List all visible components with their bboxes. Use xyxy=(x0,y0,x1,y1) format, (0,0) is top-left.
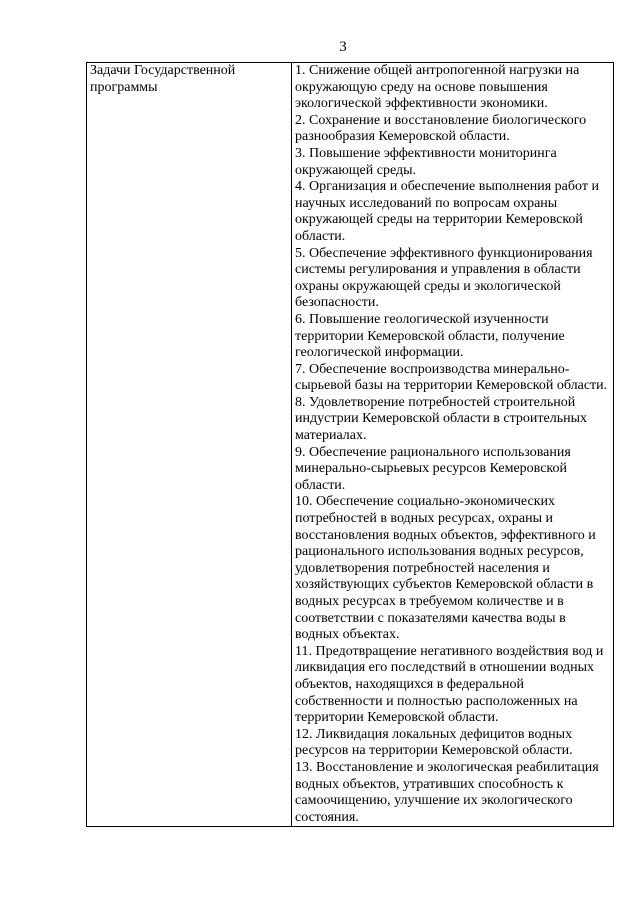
task-item: 7. Обеспечение воспроизводства минерально-сырьевой базы на территории Кемеровской области. xyxy=(295,361,608,394)
task-item: 5. Обеспечение эффективного функционирования системы регулирования и управления в области охраны окружающей среды и экологической безопасности. xyxy=(295,245,593,311)
task-item: 13. Восстановление и экологическая реабилитация водных объектов, утративших способность к самоочищению, улучшение их экологического состояния. xyxy=(295,759,599,825)
program-passport-table xyxy=(86,62,614,827)
task-item: 12. Ликвидация локальных дефицитов водных ресурсов на территории Кемеровской области. xyxy=(295,726,573,759)
page-number: 3 xyxy=(339,39,347,55)
row-label: Задачи Государственной программы xyxy=(90,63,236,95)
task-item: 11. Предотвращение негативного воздействия вод и ликвидация его последствий в отношении водных объектов, находящихся в федеральной собственности и полностью расположенных на территории Кемеровской области. xyxy=(295,643,604,726)
tasks-cell xyxy=(292,63,614,827)
table-row xyxy=(87,63,614,827)
task-item: 8. Удовлетворение потребностей строительной индустрии Кемеровской области в строительных материалах. xyxy=(295,394,588,444)
task-item: 1. Снижение общей антропогенной нагрузки на окружающую среду на основе повышения экологической эффективности экономики. xyxy=(295,63,580,112)
task-item: 4. Организация и обеспечение выполнения работ и научных исследований по вопросам охраны окружающей среды на территории Кемеровской области. xyxy=(295,179,599,244)
task-item: 10. Обеспечение социально-экономических потребностей в водных ресурсах, охраны и восстановления водных объектов, эффективного и рационального использования водных ресурсов, удовлетворения потребностей населения и хозяйствующих субъектов Кемеровской области в водных ресурсах в требуемом количестве и в соответствии с показателями качества воды в водных объектах. xyxy=(295,494,596,643)
task-item: 3. Повышение эффективности мониторинга окружающей среды. xyxy=(295,145,557,178)
task-item: 2. Сохранение и восстановление биологического разнообразия Кемеровской области. xyxy=(295,112,587,145)
task-item: 6. Повышение геологической изученности территории Кемеровской области, получение геологической информации. xyxy=(295,311,565,361)
task-item: 9. Обеспечение рационального использования минерально-сырьевых ресурсов Кемеровской области. xyxy=(295,444,571,493)
row-label-cell xyxy=(87,63,292,827)
